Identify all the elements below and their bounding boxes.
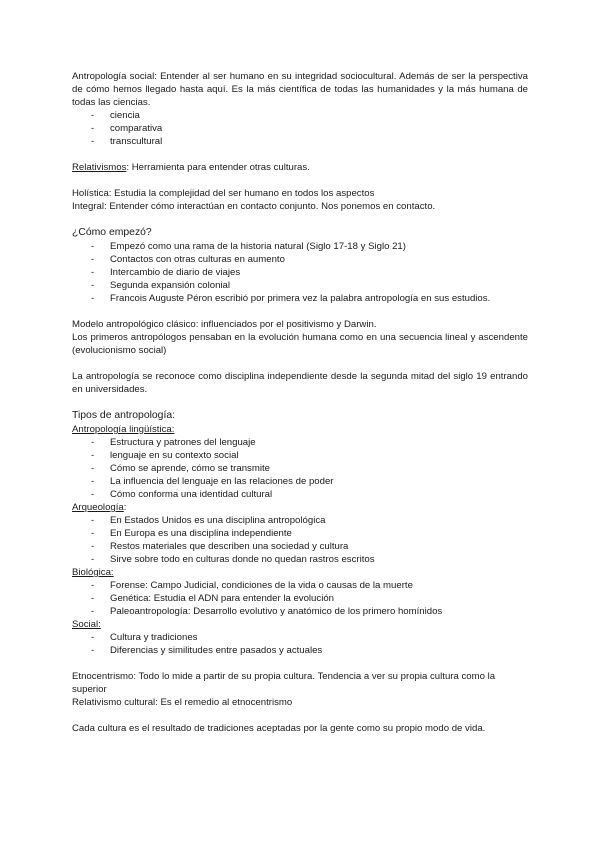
- arqueologia-title: Arqueología: [72, 502, 124, 513]
- holistica-term: Holística: [72, 188, 109, 199]
- intro-term: Antropología social: [72, 71, 155, 82]
- list-item: - Diferencias y similitudes entre pasados y actuales: [72, 644, 528, 657]
- etnocentrismo-paragraph: Etnocentrismo: Todo lo mide a partir de su propia cultura. Tendencia a ver su propia cultura como la superior: [72, 671, 496, 695]
- intro-text: : Entender al ser humano en su integridad sociocultural. Además de ser la perspectiva de cómo hemos llegado hasta aquí. Es la más científica de todas las humanidades y la más humana de todas las ciencias.: [72, 71, 528, 108]
- cada-cultura-paragraph: Cada cultura es el resultado de tradiciones aceptadas por la gente como su propio modo de vida.: [72, 723, 486, 734]
- list-item: - transcultural: [72, 135, 528, 148]
- modelo-line2: Los primeros antropólogos pensaban en la evolución humana como en una secuencia lineal y ascendente (evolucionismo social): [72, 332, 528, 356]
- como-empezo-list: [72, 240, 528, 305]
- list-item: - comparativa: [72, 122, 528, 135]
- como-empezo-heading: ¿Cómo empezó?: [72, 227, 152, 238]
- list-item: - En Europa es una disciplina independiente: [72, 527, 528, 540]
- social-list: [72, 631, 528, 657]
- arqueologia-title-line: [72, 501, 528, 514]
- list-item: - ciencia: [72, 109, 528, 122]
- holistica-paragraph: [72, 187, 528, 200]
- relativismo-cultural-paragraph: Relativismo cultural: Es el remedio al etnocentrismo: [72, 697, 293, 708]
- integral-text: : Entender cómo interactúan en contacto conjunto. Nos ponemos en contacto.: [104, 201, 436, 212]
- reconoce-paragraph: La antropología se reconoce como disciplina independiente desde la segunda mitad del siglo 19 entrando en universidades.: [72, 371, 528, 395]
- biologica-title: Biológica:: [72, 567, 114, 578]
- intro-list: [72, 109, 528, 148]
- list-item: - Cómo se aprende, cómo se transmite: [72, 462, 528, 475]
- intro-paragraph: [72, 70, 528, 109]
- list-item: - Sirve sobre todo en culturas donde no quedan rastros escritos: [72, 553, 528, 566]
- list-item: - Paleoantropología: Desarrollo evolutivo y anatómico de los primero homínidos: [72, 605, 528, 618]
- arqueologia-list: [72, 514, 528, 566]
- holistica-text: : Estudia la complejidad del ser humano en todos los aspectos: [108, 188, 375, 199]
- list-item: - Intercambio de diario de viajes: [72, 266, 528, 279]
- list-item: - Francois Auguste Péron escribió por primera vez la palabra antropología en sus estudios.: [72, 292, 528, 305]
- arqueologia-suffix: :: [123, 502, 127, 513]
- integral-term: Integral: [72, 201, 104, 212]
- biologica-list: [72, 579, 528, 618]
- list-item: - Forense: Campo Judicial, condiciones de la vida o causas de la muerte: [72, 579, 528, 592]
- social-title: Social:: [72, 619, 101, 630]
- list-item: - Cómo conforma una identidad cultural: [72, 488, 528, 501]
- modelo-line1: Modelo antropológico clásico: influenciados por el positivismo y Darwin.: [72, 319, 377, 330]
- list-item: - En Estados Unidos es una disciplina antropológica: [72, 514, 528, 527]
- list-item: - Empezó como una rama de la historia natural (Siglo 17-18 y Siglo 21): [72, 240, 528, 253]
- linguistica-title: Antropología lingüística:: [72, 424, 175, 435]
- list-item: - Segunda expansión colonial: [72, 279, 528, 292]
- relativismos-text: : Herramienta para entender otras culturas.: [126, 162, 310, 173]
- list-item: - Genética: Estudia el ADN para entender la evolución: [72, 592, 528, 605]
- relativismos-paragraph: [72, 161, 528, 174]
- list-item: - Cultura y tradiciones: [72, 631, 528, 644]
- tipos-heading: Tipos de antropología:: [72, 410, 176, 421]
- relativismos-term: Relativismos: [72, 162, 127, 173]
- list-item: - Contactos con otras culturas en aumento: [72, 253, 528, 266]
- list-item: - La influencia del lenguaje en las relaciones de poder: [72, 475, 528, 488]
- list-item: - Estructura y patrones del lenguaje: [72, 436, 528, 449]
- linguistica-list: [72, 436, 528, 501]
- list-item: - Restos materiales que describen una sociedad y cultura: [72, 540, 528, 553]
- list-item: - lenguaje en su contexto social: [72, 449, 528, 462]
- integral-paragraph: [72, 200, 528, 213]
